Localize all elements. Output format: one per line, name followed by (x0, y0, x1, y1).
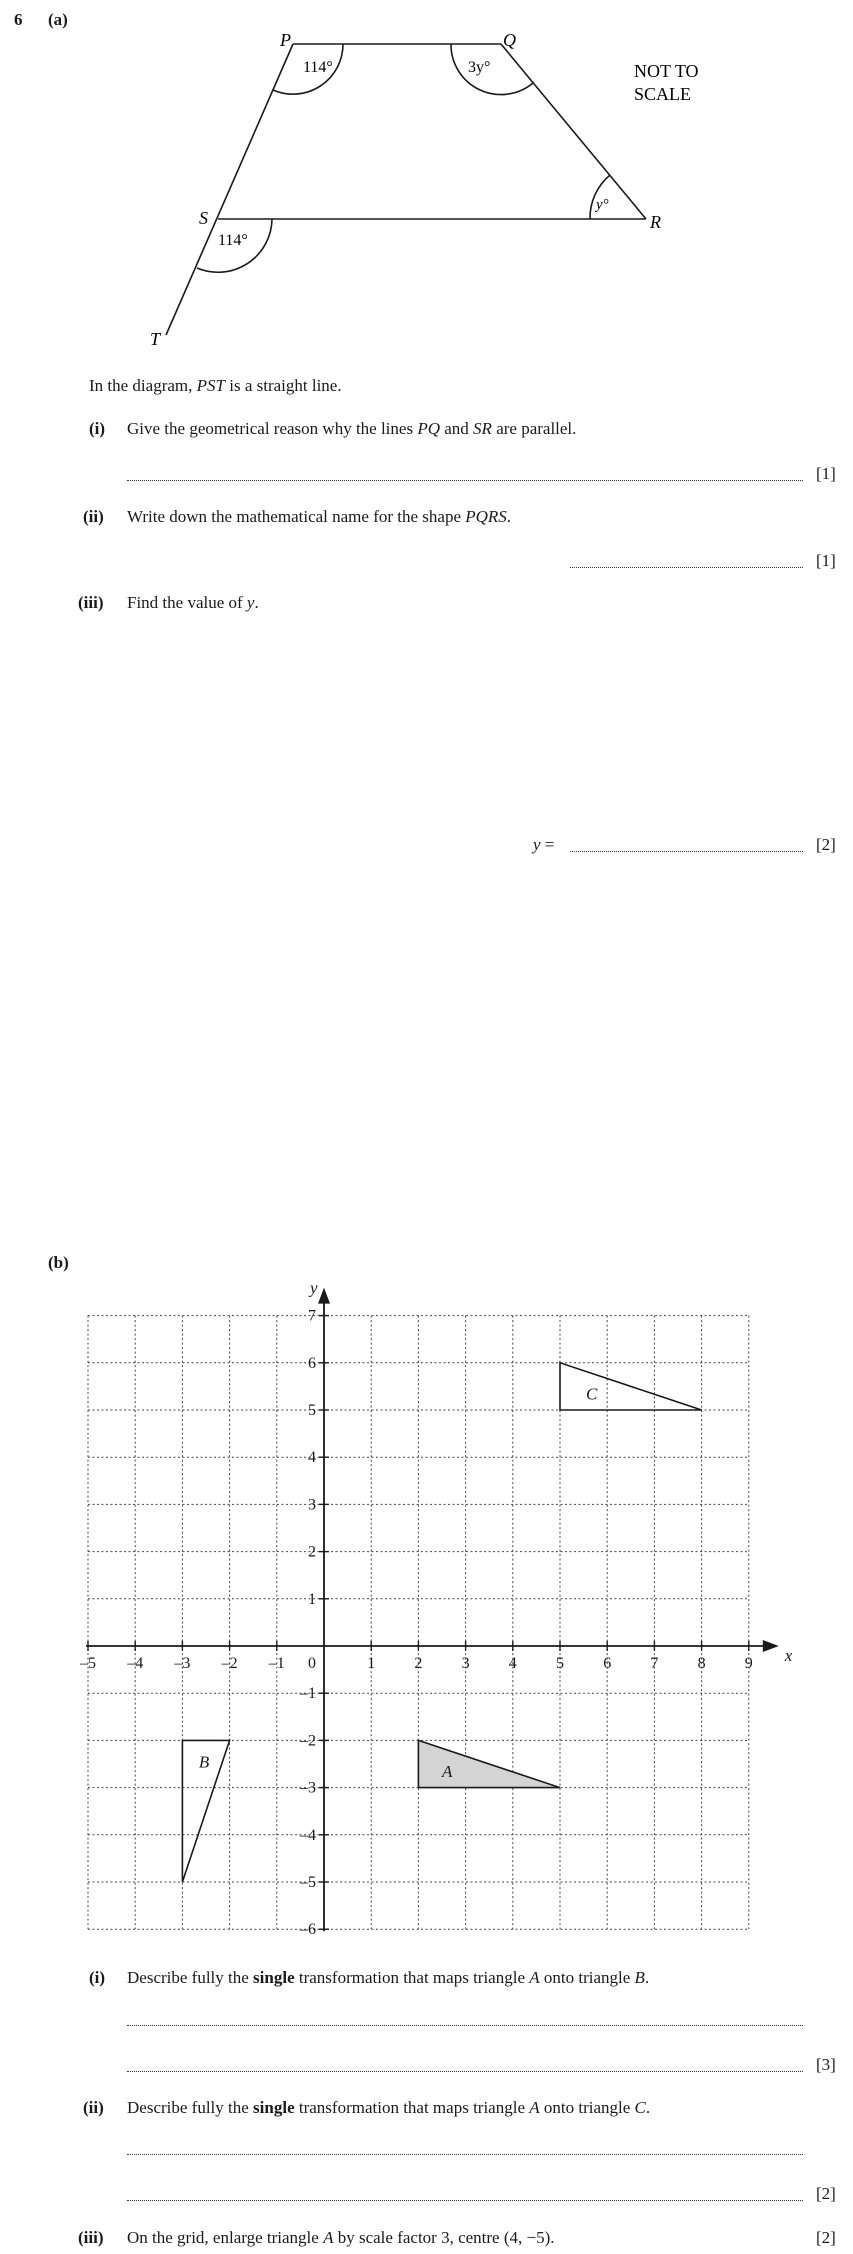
part-a-i-marks: [1] (816, 464, 836, 483)
y-axis-arrow (318, 1288, 330, 1304)
part-b-i-label: (i) (89, 1968, 106, 1987)
triangle-b-label: B (198, 1752, 210, 1772)
part-b-ii-marks: [2] (816, 2184, 836, 2203)
angle-p-value: 114° (303, 59, 333, 76)
not-to-scale-line1: NOT TO (634, 61, 699, 81)
x-tick-label: –4 (127, 1655, 144, 1672)
line-qr (501, 44, 646, 219)
part-a-ii-answer-line[interactable] (570, 567, 803, 568)
part-b-label: (b) (48, 1253, 69, 1272)
part-b-i-marks: [3] (816, 2055, 836, 2074)
triangle-a-label: A (442, 1762, 453, 1782)
part-a-ii-label: (ii) (83, 507, 104, 526)
angle-q-value: 3y° (468, 59, 491, 76)
arc-angle-q (451, 44, 533, 95)
part-a-iii-answer-prefix: y = (533, 835, 555, 854)
angle-r-value: y° (596, 197, 609, 213)
y-tick-label: 5 (308, 1402, 316, 1419)
part-b-i-answer-line-2[interactable] (127, 2071, 803, 2072)
triangle-c-label: C (585, 1384, 598, 1404)
part-a-iii-label: (iii) (78, 593, 104, 612)
x-tick-label: 8 (697, 1655, 706, 1672)
y-tick-label: 1 (308, 1590, 316, 1608)
y-tick-label: 3 (308, 1496, 316, 1514)
part-a-i-label: (i) (89, 419, 106, 438)
x-tick-label: 7 (650, 1655, 659, 1672)
part-b-i-answer-line-1[interactable] (127, 2025, 803, 2026)
part-a-ii-marks: [1] (816, 551, 836, 570)
line-pst (166, 44, 293, 335)
x-tick-label: –2 (221, 1655, 238, 1672)
y-tick-label: –3 (300, 1779, 316, 1797)
y-tick-label: 6 (308, 1354, 316, 1372)
y-tick-label: –5 (300, 1874, 316, 1891)
x-tick-label: –3 (174, 1655, 191, 1672)
part-a-iii-marks: [2] (816, 835, 836, 854)
part-b-iii-marks: [2] (816, 2228, 836, 2247)
x-tick-label: 1 (367, 1655, 376, 1672)
triangle-c (560, 1363, 702, 1410)
not-to-scale-line2: SCALE (634, 84, 692, 104)
label-t: T (150, 329, 161, 349)
x-tick-label: 2 (414, 1655, 423, 1672)
x-tick-label: 0 (308, 1655, 316, 1672)
part-b-iii-question: On the grid, enlarge triangle A by scale factor 3, centre (4, −5). (127, 2228, 555, 2247)
x-axis-arrow (763, 1640, 779, 1652)
label-r: R (650, 212, 661, 232)
y-tick-label: 7 (308, 1307, 316, 1325)
x-tick-label: –5 (80, 1655, 96, 1672)
x-tick-label: 6 (603, 1655, 612, 1672)
part-b-i-question: Describe fully the single transformation that maps triangle A onto triangle B. (127, 1968, 650, 1987)
angle-s-value: 114° (218, 232, 248, 249)
y-tick-label: –2 (300, 1732, 316, 1750)
x-tick-label: 9 (744, 1655, 753, 1672)
x-axis-label: x (784, 1646, 793, 1665)
x-tick-label: 5 (556, 1655, 564, 1672)
x-tick-label: 3 (461, 1655, 470, 1672)
part-b-iii-label: (iii) (78, 2228, 104, 2247)
y-axis-label: y (310, 1278, 318, 1298)
part-a-iii-answer-line[interactable] (570, 851, 803, 852)
part-a-i-answer-line[interactable] (127, 480, 803, 481)
x-tick-label: –1 (268, 1655, 285, 1672)
label-q: Q (503, 30, 516, 50)
label-p: P (280, 30, 291, 50)
x-tick-label: 4 (508, 1655, 517, 1672)
label-s: S (199, 208, 208, 228)
part-b-ii-label: (ii) (83, 2098, 104, 2117)
part-b-ii-answer-line-1[interactable] (127, 2154, 803, 2155)
trapezium-diagram (0, 0, 853, 360)
part-a-label: (a) (48, 10, 68, 29)
triangle-a (418, 1740, 560, 1787)
part-b-ii-answer-line-2[interactable] (127, 2200, 803, 2201)
part-a-i-question: Give the geometrical reason why the lines PQ and SR are parallel. (127, 419, 577, 438)
y-tick-label: –1 (300, 1685, 316, 1703)
y-tick-label: 2 (308, 1543, 316, 1561)
y-tick-label: –4 (300, 1826, 316, 1844)
part-a-intro: In the diagram, PST is a straight line. (89, 376, 342, 395)
part-b-ii-question: Describe fully the single transformation that maps triangle A onto triangle C. (127, 2098, 651, 2117)
part-a-ii-question: Write down the mathematical name for the shape PQRS. (127, 507, 512, 526)
question-number: 6 (14, 10, 23, 29)
y-tick-label: 4 (308, 1449, 316, 1467)
coordinate-grid[interactable] (0, 1260, 853, 1940)
part-a-iii-question: Find the value of y. (127, 593, 259, 612)
y-tick-label: –6 (300, 1921, 316, 1939)
